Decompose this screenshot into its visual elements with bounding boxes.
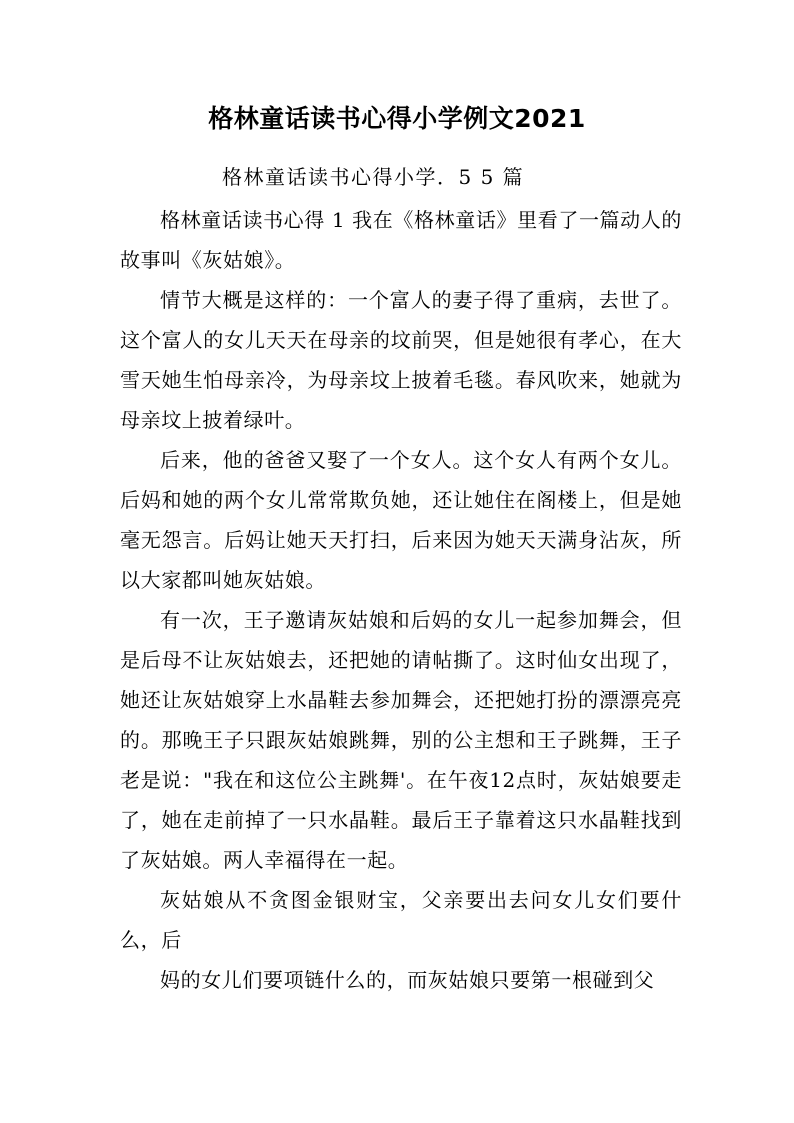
paragraph: 灰姑娘从不贪图金银财宝，父亲要出去问女儿女们要什么，后 <box>120 888 682 952</box>
paragraph: 有一次，王子邀请灰姑娘和后妈的女儿一起参加舞会，但是后母不让灰姑娘去，还把她的请帖撕了。这时仙女出现了，她还让灰姑娘穿上水晶鞋去参加舞会，还把她打扮的漂漂亮亮的。那晚王子只跟灰姑娘跳舞，别的公主想和王子跳舞，王子老是说："我在和这位公主跳舞'。在午夜12点时，灰姑娘要走了，她在走前掉了一只水晶鞋。最后王子靠着这只水晶鞋找到了灰姑娘。两人幸福得在一起。 <box>120 608 682 872</box>
document-subtitle: 格林童话读书心得小学．5 5 篇 <box>222 165 525 189</box>
document-body <box>120 200 682 1000</box>
document-title: 格林童话读书心得小学例文2021 <box>208 104 586 133</box>
paragraph: 妈的女儿们要项链什么的，而灰姑娘只要第一根碰到父 <box>160 968 655 992</box>
paragraph: 后来，他的爸爸又娶了一个女人。这个女人有两个女儿。后妈和她的两个女儿常常欺负她，还让她住在阁楼上，但是她毫无怨言。后妈让她天天打扫，后来因为她天天满身沾灰，所以大家都叫她灰姑娘。 <box>120 448 682 592</box>
paragraph: 情节大概是这样的：一个富人的妻子得了重病，去世了。这个富人的女儿天天在母亲的坟前哭，但是她很有孝心，在大雪天她生怕母亲冷，为母亲坟上披着毛毯。春风吹来，她就为母亲坟上披着绿叶。 <box>120 288 682 432</box>
paragraph: 格林童话读书心得 1 我在《格林童话》里看了一篇动人的故事叫《灰姑娘》。 <box>120 208 682 272</box>
